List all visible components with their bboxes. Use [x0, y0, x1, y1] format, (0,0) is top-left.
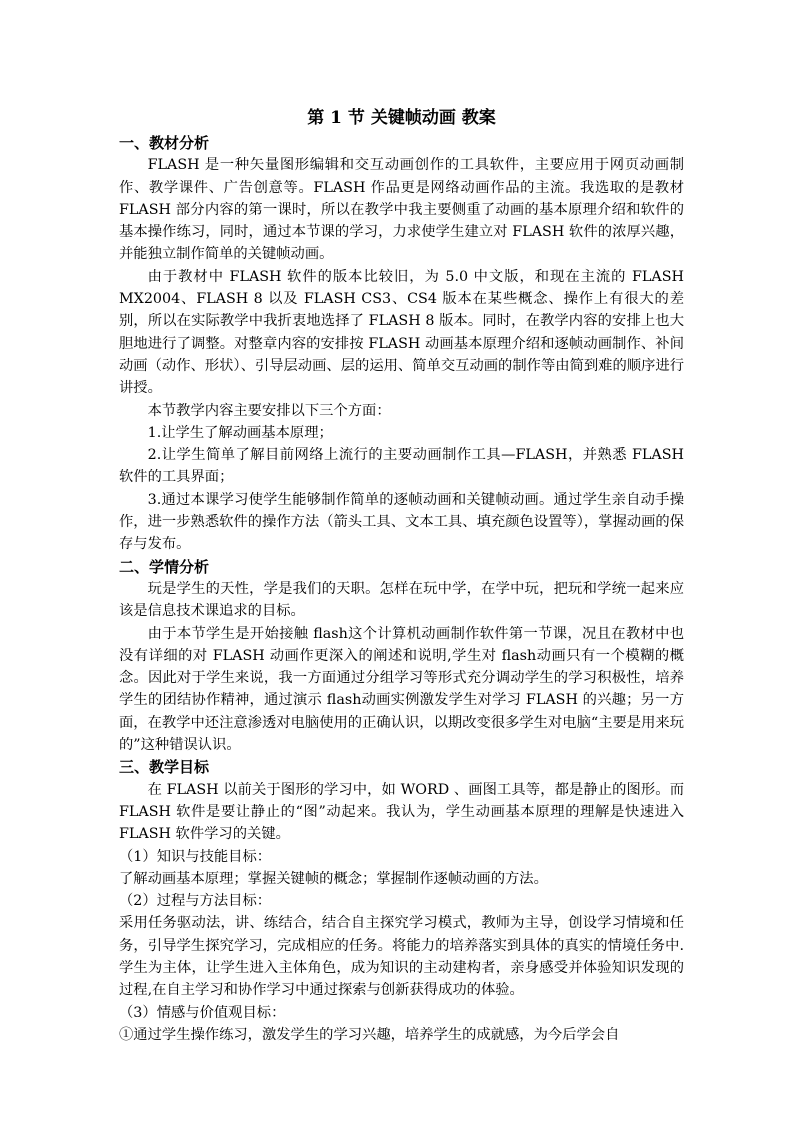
document-title: 第 1 节 关键帧动画 教案 — [307, 108, 496, 128]
goal-subheading: （2）过程与方法目标： — [119, 893, 272, 910]
section-teaching-goals — [119, 756, 684, 1046]
goal-subheading: （3）情感与价值观目标： — [119, 1004, 286, 1021]
paragraph: 本节教学内容主要安排以下三个方面： — [147, 402, 391, 419]
goal-subheading: （1）知识与技能目标： — [119, 848, 272, 865]
list-item: 3.通过本课学习使学生能够制作简单的逐帧动画和关键帧动画。通过学生亲自动手操作，进一步熟悉软件的操作方法（箭头工具、文本工具、填充颜色设置等），掌握动画的保存与发布。 — [119, 491, 684, 553]
paragraph: 由于教材中 FLASH 软件的版本比较旧，为 5.0 中文版，和现在主流的 FLASH MX2004、FLASH 8 以及 FLASH CS3、CS4 版本在某些概念、操作上有很大的差别，所以在实际教学中我折衷地选择了 FLASH 8 版本。同时，在教学内容的安排上也大胆地进行了调整。对整章内容的安排按 FLASH 动画基本原理介绍和逐帧动画制作、补间动画（动作、形状）、引导层动画、层的运用、简单交互动画的制作等由简到难的顺序进行讲授。 — [119, 268, 684, 397]
goal-text: ①通过学生操作练习，激发学生的学习兴趣，培养学生的成就感，为今后学会自 — [119, 1026, 620, 1043]
paragraph: 由于本节学生是开始接触 flash这个计算机动画制作软件第一节课，况且在教材中也没有详细的对 FLASH 动画作更深入的阐述和说明,学生对 flash动画只有一个模糊的概念。因此对于学生来说，我一方面通过分组学习等形式充分调动学生的学习积极性，培养学生的团结协作精神，通过演示 flash动画实例激发学生对学习 FLASH 的兴趣；另一方面，在教学中还注意渗透对电脑使用的正确认识，以期改变很多学生对电脑“主要是用来玩的”这种错误认识。 — [119, 625, 684, 754]
paragraph: 在 FLASH 以前关于图形的学习中，如 WORD 、画图工具等，都是静止的图形。而 FLASH 软件是要让静止的“图”动起来。我认为，学生动画基本原理的理解是快速进入 FLASH 软件学习的关键。 — [119, 781, 684, 843]
section-student-analysis — [119, 556, 684, 757]
paragraph: 玩是学生的天性，学是我们的天职。怎样在玩中学，在学中玩，把玩和学统一起来应该是信息技术课追求的目标。 — [119, 580, 684, 620]
list-item: 2.让学生简单了解目前网络上流行的主要动画制作工具—FLASH，并熟悉 FLASH 软件的工具界面； — [119, 447, 684, 486]
goal-text: 采用任务驱动法，讲、练结合，结合自主探究学习模式，教师为主导，创设学习情境和任务，引导学生探究学习，完成相应的任务。将能力的培养落实到具体的真实的情境任务中.学生为主体，让学生进入主体角色，成为知识的主动建构者，亲身感受并体验知识发现的过程,在自主学习和协作学习中通过探索与创新获得成功的体验。 — [119, 915, 684, 999]
section-heading: 三、教学目标 — [119, 758, 210, 777]
section-heading: 二、学情分析 — [119, 557, 210, 576]
section-heading: 一、教材分析 — [119, 134, 210, 152]
paragraph: FLASH 是一种矢量图形编辑和交互动画创作的工具软件，主要应用于网页动画制作、教学课件、广告创意等。FLASH 作品更是网络动画作品的主流。我选取的是教材 FLASH 部分内容的第一课时，所以在教学中我主要侧重了动画的基本原理介绍和软件的基本操作练习，同时，通过本节课的学习，力求使学生建立对 FLASH 软件的浓厚兴趣，并能独立制作简单的关键帧动画。 — [119, 157, 684, 263]
section-textbook-analysis — [119, 132, 684, 556]
goal-text: 了解动画基本原理；掌握关键帧的概念；掌握制作逐帧动画的方法。 — [119, 870, 548, 887]
list-item: 1.让学生了解动画基本原理； — [147, 424, 333, 441]
